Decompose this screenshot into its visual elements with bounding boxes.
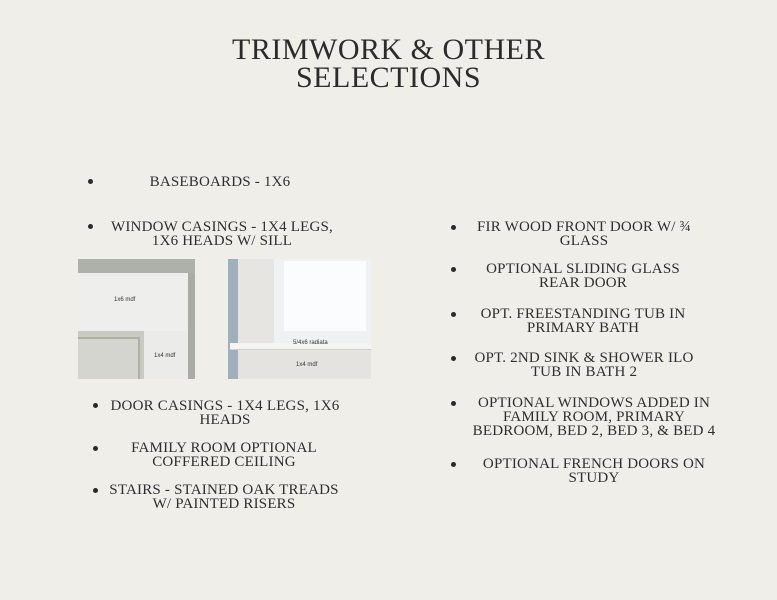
photo-wall-blue	[228, 259, 238, 379]
bullet-icon	[88, 224, 93, 229]
bullet-icon	[93, 446, 98, 451]
list-item-text: REAR DOOR	[538, 275, 628, 291]
list-item-window-casings	[100, 220, 344, 248]
list-item-text: W/ PAINTED RISERS	[152, 496, 296, 512]
photo-label-radiata: 5/4x6 radiata	[293, 340, 328, 346]
list-item-text: OPT. FREESTANDING TUB IN	[480, 306, 686, 322]
bullet-icon	[451, 462, 456, 467]
list-item-text: PRIMARY BATH	[526, 320, 640, 336]
list-item-freestanding-tub	[474, 307, 692, 335]
list-item-front-door	[468, 220, 700, 248]
list-item-text: BEDROOM, BED 2, BED 3, & BED 4	[472, 423, 716, 439]
photo-wall-right	[188, 273, 195, 379]
list-item-text: HEADS	[199, 412, 251, 428]
photo-label-1x6: 1x6 mdf	[114, 297, 136, 303]
list-item-french-doors	[476, 457, 712, 485]
list-item-text: FAMILY ROOM, PRIMARY	[502, 409, 686, 425]
list-item-door-casings	[106, 399, 344, 427]
bullet-icon	[451, 225, 456, 230]
list-item-stairs	[104, 483, 344, 511]
list-item-text: OPTIONAL SLIDING GLASS	[486, 261, 680, 277]
photo-side-casing	[238, 259, 274, 347]
list-item-second-sink	[468, 351, 700, 379]
list-item-baseboards	[130, 175, 310, 189]
list-item-text: GLASS	[559, 233, 609, 249]
photo-label-1x4-apron: 1x4 mdf	[296, 362, 318, 368]
page-title-line-1: TRIMWORK & OTHER	[232, 33, 545, 66]
photo-door-inner	[78, 337, 140, 379]
photo-wall-strip	[78, 259, 195, 273]
page-title-line-2: SELECTIONS	[296, 61, 481, 94]
list-item-text: FAMILY ROOM OPTIONAL	[131, 440, 317, 456]
list-item-text: DOOR CASINGS - 1X4 LEGS, 1X6	[110, 398, 340, 414]
photo-label-1x4: 1x4 mdf	[154, 353, 176, 359]
bullet-icon	[93, 488, 98, 493]
list-item-text: FIR WOOD FRONT DOOR W/ ¾	[477, 219, 691, 235]
list-item-text: STAIRS - STAINED OAK TREADS	[109, 482, 339, 498]
bullet-icon	[93, 403, 98, 408]
bullet-icon	[451, 267, 456, 272]
list-item-text: 1X6 HEADS W/ SILL	[151, 233, 293, 249]
page-title	[0, 33, 777, 94]
list-item-text: OPT. 2ND SINK & SHOWER ILO	[474, 350, 694, 366]
window-casing-photo	[228, 259, 371, 379]
list-item-text: OPTIONAL WINDOWS ADDED IN	[477, 395, 711, 411]
bullet-icon	[451, 356, 456, 361]
bullet-icon	[451, 312, 456, 317]
list-item-optional-windows	[470, 396, 718, 438]
list-item-text: STUDY	[568, 470, 620, 486]
list-item-text: WINDOW CASINGS - 1X4 LEGS,	[111, 219, 333, 235]
list-item-text: OPTIONAL FRENCH DOORS ON	[482, 456, 706, 472]
door-casing-photo	[78, 259, 195, 379]
list-item-coffered-ceiling	[118, 441, 330, 469]
bullet-icon	[88, 179, 93, 184]
list-item-text: TUB IN BATH 2	[530, 364, 638, 380]
list-item-sliding-door	[480, 262, 686, 290]
list-item-text: COFFERED CEILING	[152, 454, 296, 470]
bullet-icon	[451, 401, 456, 406]
photo-window-glass	[284, 261, 366, 331]
list-item-text: BASEBOARDS - 1X6	[149, 174, 291, 190]
